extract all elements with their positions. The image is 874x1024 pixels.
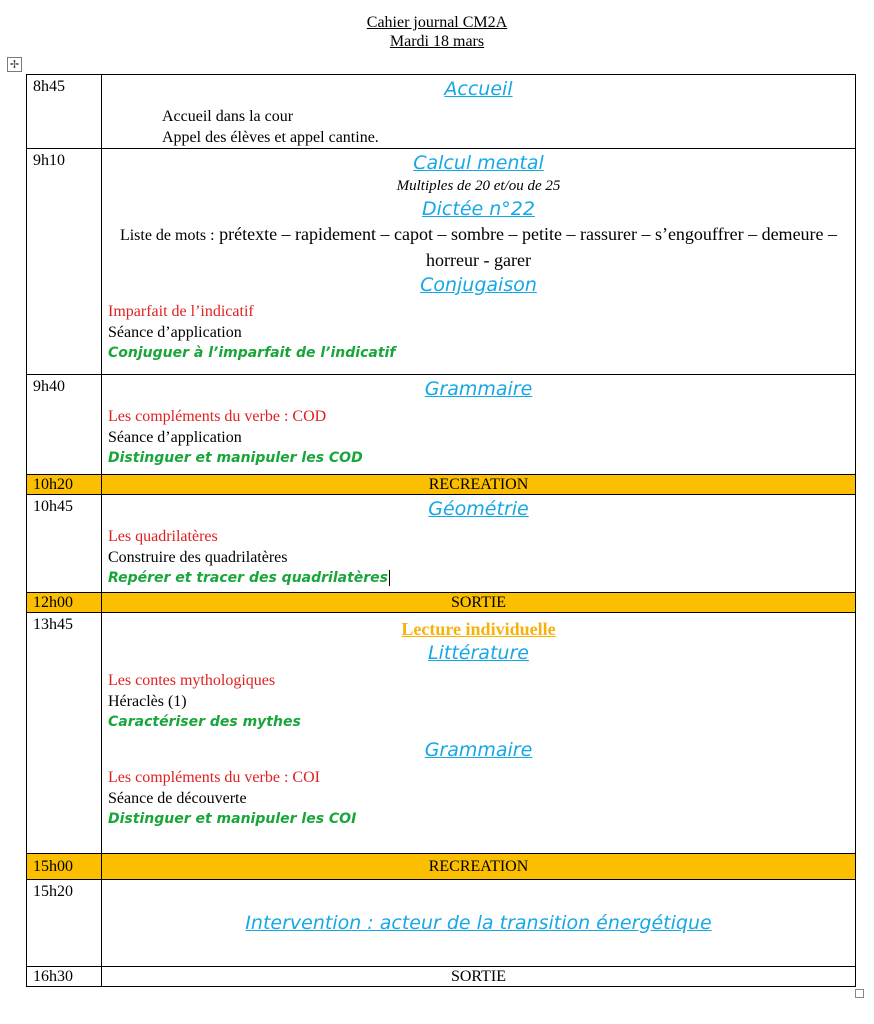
topic-line: Les compléments du verbe : COI [108, 769, 320, 786]
topic-line: Les compléments du verbe : COD [108, 408, 327, 425]
subject-title: Littérature [428, 642, 529, 664]
break-label: SORTIE [102, 967, 856, 987]
content-cell[interactable] [102, 375, 856, 475]
table-row-break [27, 475, 856, 495]
subject-title: Géométrie [428, 498, 529, 520]
activity-line: Accueil dans la cour [162, 108, 294, 125]
topic-line: Les quadrilatères [108, 528, 218, 545]
content-cell[interactable] [102, 880, 856, 967]
break-label: SORTIE [102, 593, 856, 613]
session-line: Séance d’application [108, 324, 242, 341]
schedule-table [26, 74, 856, 987]
content-cell[interactable] [102, 149, 856, 375]
goal-line[interactable] [108, 568, 849, 588]
content-cell[interactable] [102, 613, 856, 854]
text-cursor [389, 570, 390, 586]
table-row [27, 375, 856, 475]
table-row [27, 495, 856, 593]
topic-line: Les contes mythologiques [108, 672, 276, 689]
time-cell: 15h00 [27, 854, 102, 880]
word-list-prefix: Liste de mots : [119, 227, 215, 244]
table-row [27, 880, 856, 967]
time-cell: 13h45 [27, 613, 102, 854]
table-row [27, 613, 856, 854]
time-cell: 10h20 [27, 475, 102, 495]
subject-title: Grammaire [424, 739, 533, 761]
content-cell[interactable] [102, 75, 856, 149]
subject-title: Calcul mental [413, 152, 544, 174]
subject-title: Dictée n°22 [422, 198, 535, 220]
time-cell: 15h20 [27, 880, 102, 967]
goal-line: Distinguer et manipuler les COD [108, 450, 363, 466]
table-row [27, 75, 856, 149]
session-line: Séance de découverte [108, 790, 247, 807]
document-header [0, 13, 874, 51]
table-row [27, 149, 856, 375]
word-list-words: prétexte – rapidement – capot – sombre – petite – rassurer – s’engouffrer – demeure – horreur - garer [219, 224, 838, 270]
reading-title: Lecture individuelle [401, 619, 556, 639]
topic-line: Imparfait de l’indicatif [108, 303, 254, 320]
subject-title: Intervention : acteur de la transition énergétique [245, 911, 712, 934]
table-row [27, 967, 856, 987]
time-cell: 12h00 [27, 593, 102, 613]
word-list [108, 222, 849, 273]
session-line: Héraclès (1) [108, 693, 187, 710]
journal-title: Cahier journal CM2A [366, 14, 508, 31]
time-cell: 16h30 [27, 967, 102, 987]
subject-title: Accueil [444, 78, 513, 100]
session-line: Séance d’application [108, 429, 242, 446]
goal-text: Repérer et tracer des quadrilatères [108, 570, 388, 586]
subject-detail: Multiples de 20 et/ou de 25 [396, 178, 561, 194]
journal-date: Mardi 18 mars [389, 33, 485, 50]
time-cell: 8h45 [27, 75, 102, 149]
break-label: RECREATION [102, 475, 856, 495]
break-label: RECREATION [102, 854, 856, 880]
goal-line: Conjuguer à l’imparfait de l’indicatif [108, 345, 396, 361]
time-cell: 9h40 [27, 375, 102, 475]
subject-title: Conjugaison [420, 274, 537, 296]
goal-line: Distinguer et manipuler les COI [108, 811, 357, 827]
table-row-break [27, 854, 856, 880]
content-cell[interactable] [102, 495, 856, 593]
table-resize-handle-icon[interactable] [855, 989, 864, 998]
goal-line: Caractériser des mythes [108, 714, 301, 730]
table-move-handle-icon[interactable]: ✢ [7, 57, 22, 72]
activity-line: Appel des élèves et appel cantine. [162, 129, 379, 146]
subject-title: Grammaire [424, 378, 533, 400]
table-row-break [27, 593, 856, 613]
time-cell: 10h45 [27, 495, 102, 593]
time-cell: 9h10 [27, 149, 102, 375]
session-line: Construire des quadrilatères [108, 549, 288, 566]
